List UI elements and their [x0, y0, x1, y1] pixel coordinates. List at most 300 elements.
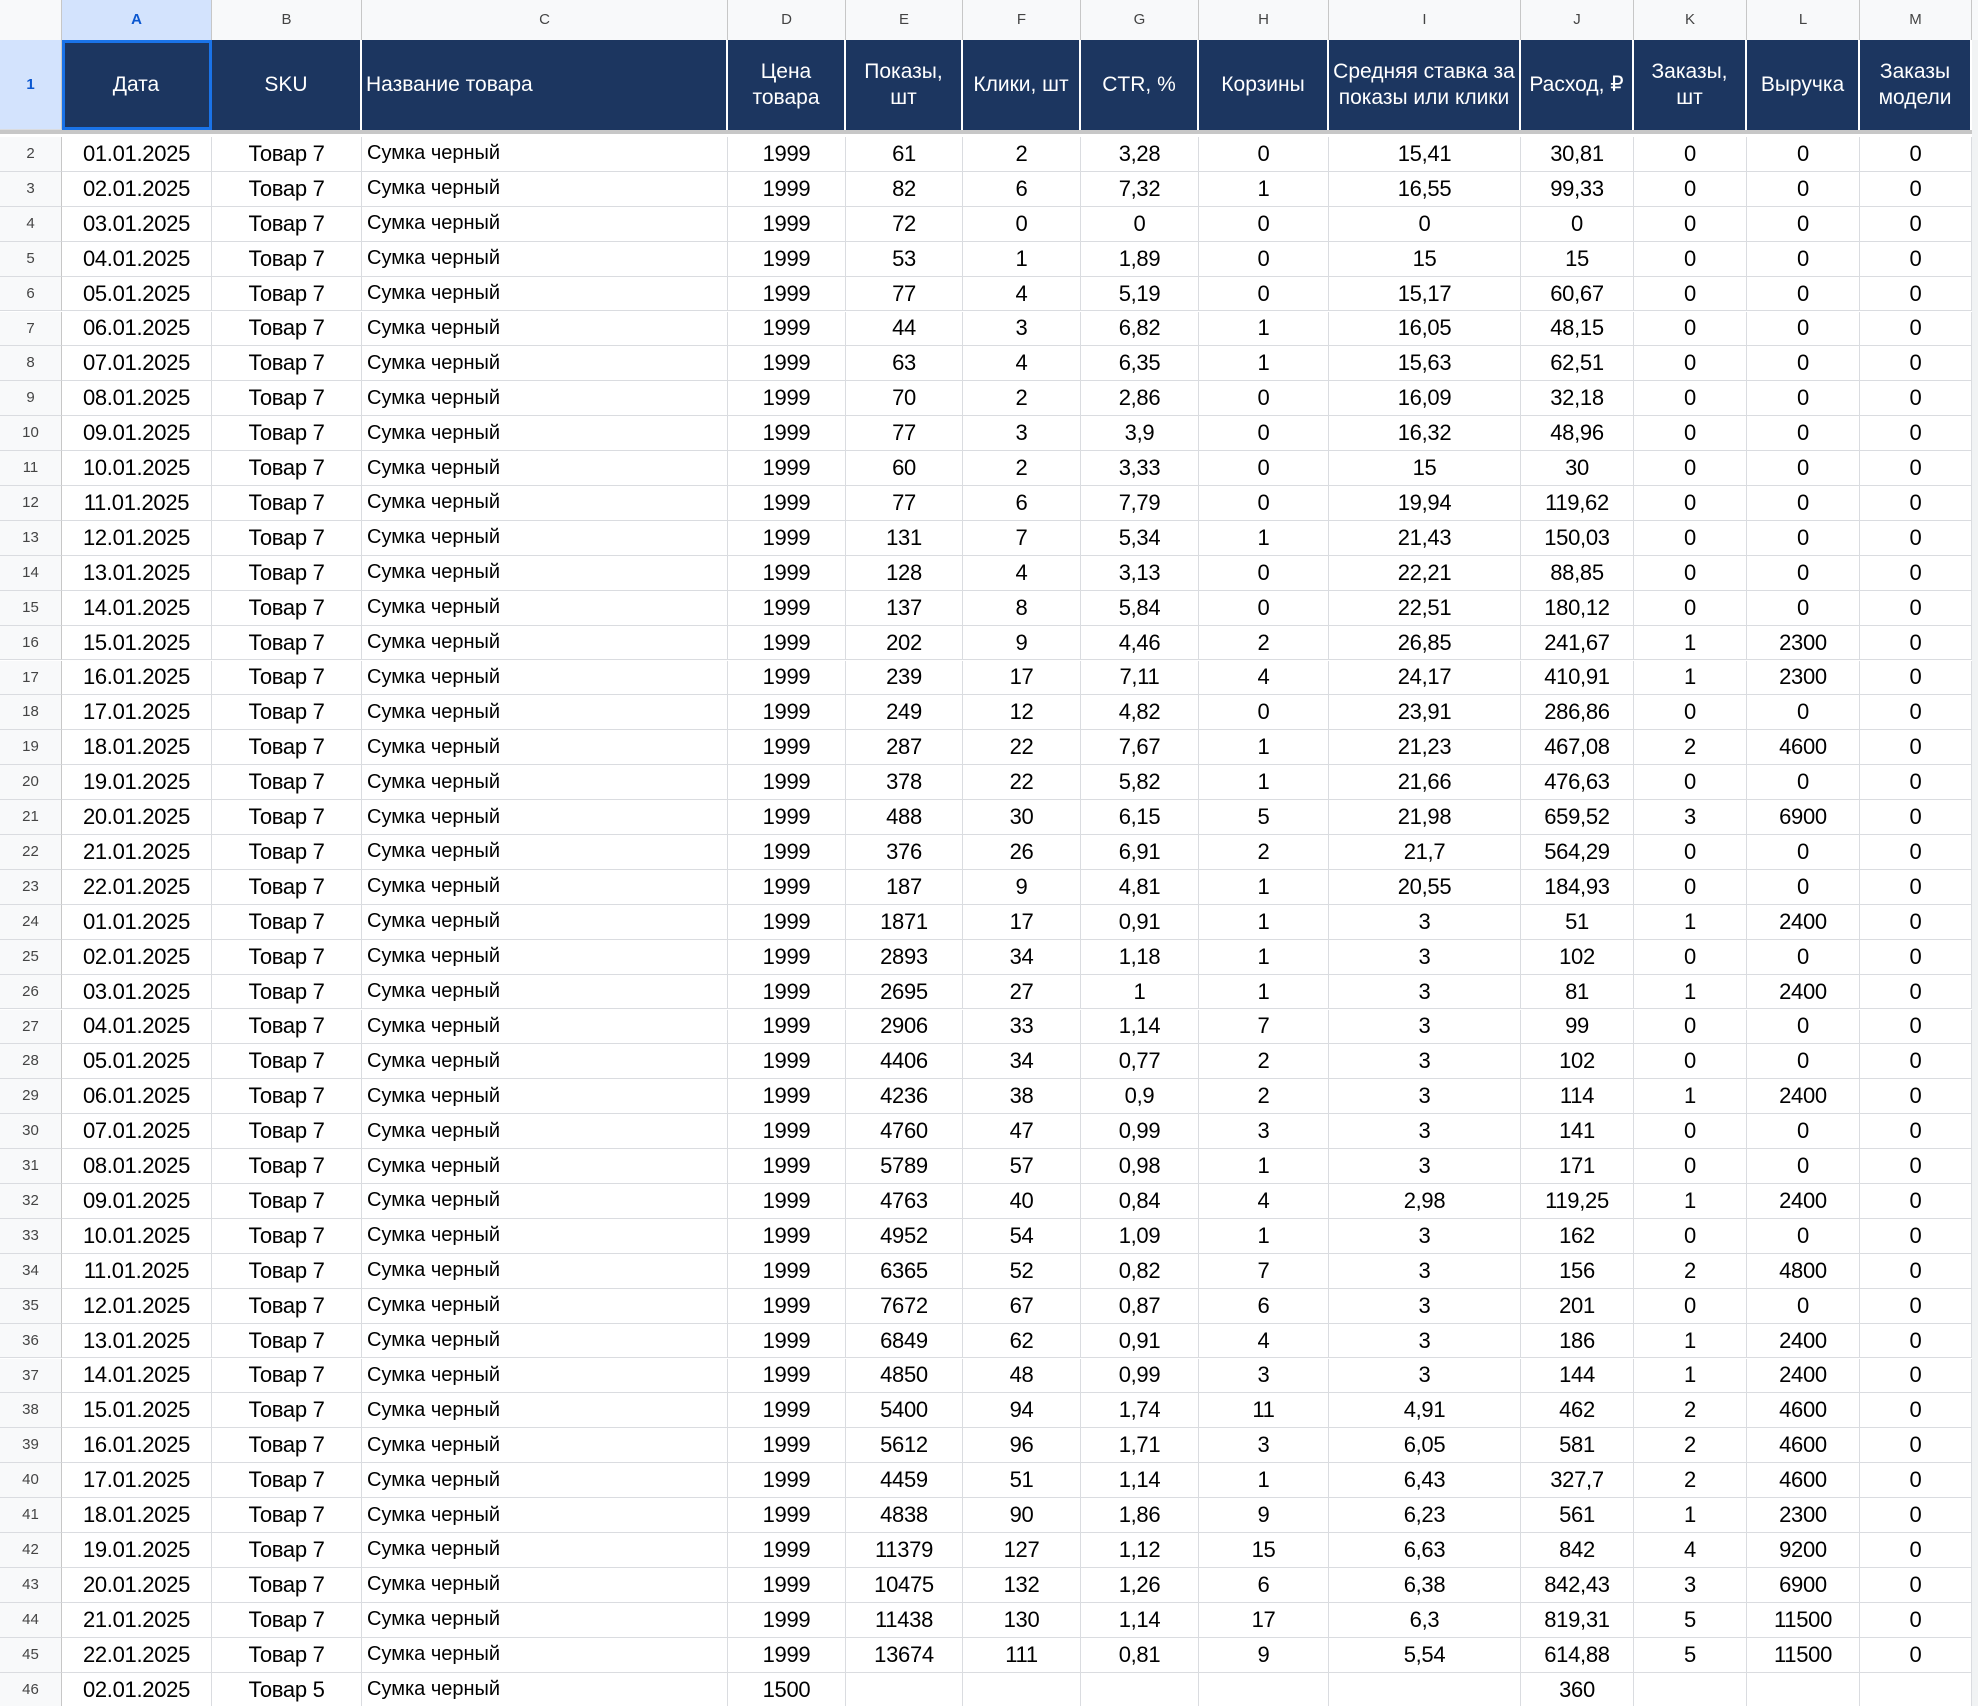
row-header[interactable]: 19 — [0, 730, 62, 765]
table-cell[interactable]: 0 — [1634, 835, 1747, 870]
table-cell[interactable]: 44 — [846, 312, 963, 347]
table-cell[interactable]: 2400 — [1747, 1184, 1860, 1219]
table-cell[interactable]: Сумка черный — [362, 1324, 728, 1359]
table-cell[interactable]: 0 — [1634, 521, 1747, 556]
row-header[interactable]: 7 — [0, 312, 62, 347]
table-cell[interactable]: 48,15 — [1521, 312, 1634, 347]
table-cell[interactable]: Товар 7 — [212, 451, 362, 486]
table-cell[interactable] — [1860, 1673, 1972, 1706]
table-cell[interactable]: 21,7 — [1329, 835, 1521, 870]
table-cell[interactable]: 1,26 — [1081, 1568, 1199, 1603]
table-cell[interactable]: 0 — [1747, 486, 1860, 521]
table-cell[interactable]: 1999 — [728, 730, 846, 765]
table-cell[interactable]: 0 — [1747, 695, 1860, 730]
table-cell[interactable]: 62,51 — [1521, 346, 1634, 381]
row-header[interactable]: 18 — [0, 695, 62, 730]
table-cell[interactable]: Товар 7 — [212, 870, 362, 905]
table-cell[interactable]: 3 — [1329, 1289, 1521, 1324]
table-cell[interactable]: 13.01.2025 — [62, 1324, 212, 1359]
table-cell[interactable]: 180,12 — [1521, 591, 1634, 626]
table-cell[interactable]: 99 — [1521, 1010, 1634, 1045]
table-cell[interactable]: 1999 — [728, 975, 846, 1010]
table-cell[interactable]: Сумка черный — [362, 137, 728, 172]
table-cell[interactable]: 1999 — [728, 521, 846, 556]
table-cell[interactable]: 6,91 — [1081, 835, 1199, 870]
table-cell[interactable]: 2 — [963, 381, 1081, 416]
table-cell[interactable]: 16,05 — [1329, 312, 1521, 347]
table-cell[interactable]: 171 — [1521, 1149, 1634, 1184]
table-cell[interactable]: Сумка черный — [362, 695, 728, 730]
table-cell[interactable]: 1 — [1634, 626, 1747, 661]
table-cell[interactable]: 6,43 — [1329, 1463, 1521, 1498]
table-cell[interactable]: 7672 — [846, 1289, 963, 1324]
table-cell[interactable]: 4600 — [1747, 1428, 1860, 1463]
row-header[interactable]: 33 — [0, 1219, 62, 1254]
table-cell[interactable]: 3 — [1199, 1359, 1329, 1394]
table-cell[interactable]: 7,32 — [1081, 172, 1199, 207]
row-header[interactable]: 25 — [0, 940, 62, 975]
row-header[interactable]: 30 — [0, 1114, 62, 1149]
header-cell-c[interactable]: Название товара — [362, 40, 728, 130]
table-cell[interactable]: 03.01.2025 — [62, 975, 212, 1010]
table-cell[interactable]: 0 — [1634, 242, 1747, 277]
table-cell[interactable]: 3 — [1329, 940, 1521, 975]
table-cell[interactable]: 0 — [1199, 486, 1329, 521]
row-header[interactable]: 17 — [0, 661, 62, 696]
table-cell[interactable]: 1999 — [728, 1359, 846, 1394]
table-cell[interactable]: 1,12 — [1081, 1533, 1199, 1568]
table-cell[interactable]: 1999 — [728, 1289, 846, 1324]
table-cell[interactable]: 5,82 — [1081, 765, 1199, 800]
row-header-1[interactable]: 1 — [0, 40, 62, 130]
table-cell[interactable]: 15 — [1199, 1533, 1329, 1568]
table-cell[interactable]: 0 — [1747, 765, 1860, 800]
table-cell[interactable]: 2400 — [1747, 975, 1860, 1010]
row-header[interactable]: 14 — [0, 556, 62, 591]
row-header[interactable]: 27 — [0, 1010, 62, 1045]
table-cell[interactable]: Товар 7 — [212, 242, 362, 277]
table-cell[interactable]: 1 — [963, 242, 1081, 277]
table-cell[interactable]: 04.01.2025 — [62, 242, 212, 277]
table-cell[interactable]: 6 — [963, 486, 1081, 521]
table-cell[interactable]: 0 — [1860, 940, 1972, 975]
table-cell[interactable]: Товар 7 — [212, 1149, 362, 1184]
table-cell[interactable]: 3 — [1634, 1568, 1747, 1603]
table-cell[interactable]: 1 — [1634, 1498, 1747, 1533]
table-cell[interactable]: Товар 7 — [212, 975, 362, 1010]
table-cell[interactable]: Товар 7 — [212, 486, 362, 521]
table-cell[interactable]: 0 — [1860, 486, 1972, 521]
table-cell[interactable]: 0 — [1634, 870, 1747, 905]
table-cell[interactable]: 144 — [1521, 1359, 1634, 1394]
table-cell[interactable]: 2 — [1634, 1254, 1747, 1289]
table-cell[interactable]: 0 — [1860, 1184, 1972, 1219]
table-cell[interactable]: Товар 7 — [212, 172, 362, 207]
header-cell-k[interactable]: Заказы, шт — [1634, 40, 1747, 130]
table-cell[interactable]: 10475 — [846, 1568, 963, 1603]
table-cell[interactable]: 12.01.2025 — [62, 521, 212, 556]
table-cell[interactable]: 2 — [1199, 626, 1329, 661]
table-cell[interactable]: 5789 — [846, 1149, 963, 1184]
table-cell[interactable]: Товар 7 — [212, 277, 362, 312]
table-cell[interactable]: 0 — [1860, 1044, 1972, 1079]
table-cell[interactable]: 4 — [1199, 1324, 1329, 1359]
table-cell[interactable]: 0 — [1199, 381, 1329, 416]
table-cell[interactable]: 0 — [1747, 172, 1860, 207]
table-cell[interactable]: 286,86 — [1521, 695, 1634, 730]
table-cell[interactable]: 51 — [1521, 905, 1634, 940]
table-cell[interactable]: 60 — [846, 451, 963, 486]
table-cell[interactable]: 2 — [1634, 1463, 1747, 1498]
table-cell[interactable]: 201 — [1521, 1289, 1634, 1324]
table-cell[interactable]: 0 — [1860, 1010, 1972, 1045]
row-header[interactable]: 35 — [0, 1289, 62, 1324]
table-cell[interactable]: 30,81 — [1521, 137, 1634, 172]
table-cell[interactable]: Товар 7 — [212, 1533, 362, 1568]
table-cell[interactable]: 16,32 — [1329, 416, 1521, 451]
table-cell[interactable]: 2906 — [846, 1010, 963, 1045]
table-cell[interactable]: 0 — [1860, 975, 1972, 1010]
table-cell[interactable]: 0 — [1747, 1289, 1860, 1324]
table-cell[interactable]: 4850 — [846, 1359, 963, 1394]
table-cell[interactable]: 0,99 — [1081, 1114, 1199, 1149]
table-cell[interactable]: 01.01.2025 — [62, 137, 212, 172]
table-cell[interactable]: Сумка черный — [362, 556, 728, 591]
table-cell[interactable]: 15,41 — [1329, 137, 1521, 172]
table-cell[interactable]: Товар 7 — [212, 1219, 362, 1254]
table-cell[interactable]: Сумка черный — [362, 1114, 728, 1149]
table-cell[interactable]: 1,14 — [1081, 1463, 1199, 1498]
table-cell[interactable]: Сумка черный — [362, 1219, 728, 1254]
table-cell[interactable]: Сумка черный — [362, 975, 728, 1010]
row-header[interactable]: 28 — [0, 1044, 62, 1079]
table-cell[interactable]: 3,13 — [1081, 556, 1199, 591]
table-cell[interactable]: 0 — [1860, 626, 1972, 661]
table-cell[interactable]: 15.01.2025 — [62, 1393, 212, 1428]
table-cell[interactable]: 1999 — [728, 661, 846, 696]
table-cell[interactable]: 2,86 — [1081, 381, 1199, 416]
table-cell[interactable]: 48,96 — [1521, 416, 1634, 451]
row-header[interactable]: 20 — [0, 765, 62, 800]
table-cell[interactable]: Товар 7 — [212, 416, 362, 451]
table-cell[interactable]: 410,91 — [1521, 661, 1634, 696]
table-cell[interactable]: 5,34 — [1081, 521, 1199, 556]
table-cell[interactable]: 30 — [963, 800, 1081, 835]
table-cell[interactable]: 581 — [1521, 1428, 1634, 1463]
table-cell[interactable]: Товар 7 — [212, 1568, 362, 1603]
table-cell[interactable]: Товар 7 — [212, 591, 362, 626]
table-cell[interactable]: 0 — [1860, 1568, 1972, 1603]
row-header[interactable]: 44 — [0, 1603, 62, 1638]
table-cell[interactable]: 0,91 — [1081, 905, 1199, 940]
table-cell[interactable]: 0 — [1199, 556, 1329, 591]
table-cell[interactable]: 0 — [1634, 312, 1747, 347]
table-cell[interactable]: 77 — [846, 277, 963, 312]
row-header[interactable]: 37 — [0, 1359, 62, 1394]
column-header-i[interactable]: I — [1329, 0, 1521, 40]
table-cell[interactable]: 21,98 — [1329, 800, 1521, 835]
table-cell[interactable]: 0 — [1860, 137, 1972, 172]
row-header[interactable]: 6 — [0, 277, 62, 312]
table-cell[interactable]: 1 — [1199, 765, 1329, 800]
table-cell[interactable]: 1,71 — [1081, 1428, 1199, 1463]
table-cell[interactable]: 1999 — [728, 905, 846, 940]
table-cell[interactable]: 34 — [963, 940, 1081, 975]
table-cell[interactable]: Товар 7 — [212, 661, 362, 696]
table-cell[interactable]: 0 — [1634, 207, 1747, 242]
table-cell[interactable]: 1 — [1199, 312, 1329, 347]
table-cell[interactable]: 4952 — [846, 1219, 963, 1254]
table-cell[interactable]: 0 — [1860, 765, 1972, 800]
table-cell[interactable]: 0 — [1860, 1638, 1972, 1673]
table-cell[interactable]: 0 — [1747, 591, 1860, 626]
table-cell[interactable]: 0 — [1860, 1219, 1972, 1254]
table-cell[interactable]: 1,89 — [1081, 242, 1199, 277]
table-cell[interactable]: 184,93 — [1521, 870, 1634, 905]
table-cell[interactable]: 0 — [1860, 1393, 1972, 1428]
table-cell[interactable]: 82 — [846, 172, 963, 207]
table-cell[interactable]: 18.01.2025 — [62, 1498, 212, 1533]
table-cell[interactable]: Товар 7 — [212, 940, 362, 975]
table-cell[interactable]: 1 — [1081, 975, 1199, 1010]
table-cell[interactable]: 11.01.2025 — [62, 1254, 212, 1289]
table-cell[interactable]: 249 — [846, 695, 963, 730]
table-cell[interactable]: Сумка черный — [362, 1603, 728, 1638]
table-cell[interactable]: 15 — [1329, 451, 1521, 486]
table-cell[interactable]: 2695 — [846, 975, 963, 1010]
table-cell[interactable]: 0,91 — [1081, 1324, 1199, 1359]
table-cell[interactable]: 119,62 — [1521, 486, 1634, 521]
table-cell[interactable]: 47 — [963, 1114, 1081, 1149]
table-cell[interactable]: Товар 7 — [212, 1393, 362, 1428]
table-cell[interactable]: 08.01.2025 — [62, 1149, 212, 1184]
table-cell[interactable]: 3 — [1199, 1114, 1329, 1149]
table-cell[interactable]: 3 — [1329, 905, 1521, 940]
table-cell[interactable]: 13.01.2025 — [62, 556, 212, 591]
table-cell[interactable]: 360 — [1521, 1673, 1634, 1706]
table-cell[interactable]: 1,14 — [1081, 1010, 1199, 1045]
table-cell[interactable]: 4,82 — [1081, 695, 1199, 730]
table-cell[interactable]: 1999 — [728, 137, 846, 172]
table-cell[interactable]: 4763 — [846, 1184, 963, 1219]
table-cell[interactable]: 60,67 — [1521, 277, 1634, 312]
row-header[interactable]: 46 — [0, 1673, 62, 1706]
table-cell[interactable]: 0 — [1860, 730, 1972, 765]
table-cell[interactable]: 11.01.2025 — [62, 486, 212, 521]
table-cell[interactable]: 0 — [1634, 381, 1747, 416]
table-cell[interactable]: 21,66 — [1329, 765, 1521, 800]
table-cell[interactable]: 659,52 — [1521, 800, 1634, 835]
table-cell[interactable]: 1 — [1199, 940, 1329, 975]
row-header[interactable]: 24 — [0, 905, 62, 940]
table-cell[interactable]: 0 — [1747, 242, 1860, 277]
table-cell[interactable]: Сумка черный — [362, 451, 728, 486]
table-cell[interactable]: 6 — [1199, 1289, 1329, 1324]
table-cell[interactable]: Сумка черный — [362, 172, 728, 207]
table-cell[interactable]: 0 — [1634, 1289, 1747, 1324]
table-cell[interactable]: 1 — [1634, 1079, 1747, 1114]
table-cell[interactable]: 15 — [1329, 242, 1521, 277]
column-header-g[interactable]: G — [1081, 0, 1199, 40]
table-cell[interactable]: 23,91 — [1329, 695, 1521, 730]
table-cell[interactable]: Товар 7 — [212, 312, 362, 347]
table-cell[interactable]: 7 — [1199, 1010, 1329, 1045]
table-cell[interactable]: Сумка черный — [362, 1498, 728, 1533]
row-header[interactable]: 39 — [0, 1428, 62, 1463]
table-cell[interactable]: 1,14 — [1081, 1603, 1199, 1638]
table-cell[interactable]: Товар 7 — [212, 521, 362, 556]
table-cell[interactable]: 1999 — [728, 1219, 846, 1254]
column-header-d[interactable]: D — [728, 0, 846, 40]
row-header[interactable]: 16 — [0, 626, 62, 661]
table-cell[interactable]: 67 — [963, 1289, 1081, 1324]
table-cell[interactable]: 3,9 — [1081, 416, 1199, 451]
table-cell[interactable]: 15,63 — [1329, 346, 1521, 381]
table-cell[interactable]: 0 — [1634, 1114, 1747, 1149]
table-cell[interactable]: 08.01.2025 — [62, 381, 212, 416]
table-cell[interactable]: 0 — [1860, 1289, 1972, 1324]
table-cell[interactable]: 1999 — [728, 172, 846, 207]
row-header[interactable]: 31 — [0, 1149, 62, 1184]
table-cell[interactable]: 0 — [1860, 870, 1972, 905]
table-cell[interactable]: Сумка черный — [362, 800, 728, 835]
table-cell[interactable]: 2300 — [1747, 661, 1860, 696]
table-cell[interactable]: 12 — [963, 695, 1081, 730]
table-cell[interactable]: 5 — [1634, 1603, 1747, 1638]
table-cell[interactable]: 842 — [1521, 1533, 1634, 1568]
row-header[interactable]: 23 — [0, 870, 62, 905]
table-cell[interactable]: 3 — [1329, 1359, 1521, 1394]
table-cell[interactable]: 13674 — [846, 1638, 963, 1673]
table-cell[interactable]: 0 — [1860, 1533, 1972, 1568]
table-cell[interactable]: Товар 7 — [212, 730, 362, 765]
table-cell[interactable]: 62 — [963, 1324, 1081, 1359]
row-header[interactable]: 4 — [0, 207, 62, 242]
table-cell[interactable]: 0,82 — [1081, 1254, 1199, 1289]
table-cell[interactable]: 22,21 — [1329, 556, 1521, 591]
table-cell[interactable]: Сумка черный — [362, 1149, 728, 1184]
table-cell[interactable]: 1999 — [728, 1638, 846, 1673]
table-cell[interactable]: 162 — [1521, 1219, 1634, 1254]
table-cell[interactable]: 1 — [1199, 1463, 1329, 1498]
table-cell[interactable]: 99,33 — [1521, 172, 1634, 207]
table-cell[interactable]: 1999 — [728, 1254, 846, 1289]
table-cell[interactable]: 187 — [846, 870, 963, 905]
table-cell[interactable]: 1,74 — [1081, 1393, 1199, 1428]
row-header[interactable]: 10 — [0, 416, 62, 451]
table-cell[interactable]: Товар 7 — [212, 800, 362, 835]
row-header[interactable]: 34 — [0, 1254, 62, 1289]
table-cell[interactable] — [846, 1673, 963, 1706]
table-cell[interactable]: 51 — [963, 1463, 1081, 1498]
table-cell[interactable]: 3 — [1329, 1044, 1521, 1079]
table-cell[interactable]: 6365 — [846, 1254, 963, 1289]
table-cell[interactable]: 70 — [846, 381, 963, 416]
table-cell[interactable]: Товар 7 — [212, 207, 362, 242]
header-cell-g[interactable]: CTR, % — [1081, 40, 1199, 130]
table-cell[interactable]: 1 — [1199, 975, 1329, 1010]
table-cell[interactable]: 0 — [1860, 1463, 1972, 1498]
table-cell[interactable]: 0 — [1860, 556, 1972, 591]
table-cell[interactable]: Товар 7 — [212, 137, 362, 172]
table-cell[interactable]: 1999 — [728, 1324, 846, 1359]
row-header[interactable]: 32 — [0, 1184, 62, 1219]
table-cell[interactable]: 156 — [1521, 1254, 1634, 1289]
table-cell[interactable]: 15,17 — [1329, 277, 1521, 312]
table-cell[interactable]: 0 — [1747, 1010, 1860, 1045]
table-cell[interactable]: 1 — [1634, 1184, 1747, 1219]
table-cell[interactable]: 0 — [1860, 346, 1972, 381]
table-cell[interactable]: 26,85 — [1329, 626, 1521, 661]
table-cell[interactable]: 1999 — [728, 1114, 846, 1149]
table-cell[interactable]: 127 — [963, 1533, 1081, 1568]
table-cell[interactable]: 3 — [1329, 1010, 1521, 1045]
table-cell[interactable]: Сумка черный — [362, 940, 728, 975]
table-cell[interactable]: 0 — [1634, 695, 1747, 730]
table-cell[interactable]: 1999 — [728, 1149, 846, 1184]
table-cell[interactable]: 6900 — [1747, 1568, 1860, 1603]
table-cell[interactable]: 9200 — [1747, 1533, 1860, 1568]
table-cell[interactable]: Сумка черный — [362, 242, 728, 277]
table-cell[interactable]: Сумка черный — [362, 1533, 728, 1568]
table-cell[interactable]: 141 — [1521, 1114, 1634, 1149]
table-cell[interactable]: 6 — [963, 172, 1081, 207]
table-cell[interactable]: 6,35 — [1081, 346, 1199, 381]
table-cell[interactable]: Товар 7 — [212, 1603, 362, 1638]
table-cell[interactable]: 3 — [1199, 1428, 1329, 1463]
table-cell[interactable]: 19.01.2025 — [62, 765, 212, 800]
column-header-h[interactable]: H — [1199, 0, 1329, 40]
table-cell[interactable]: 04.01.2025 — [62, 1010, 212, 1045]
table-cell[interactable]: 0 — [1860, 242, 1972, 277]
table-cell[interactable]: Товар 7 — [212, 556, 362, 591]
table-cell[interactable]: 21,43 — [1329, 521, 1521, 556]
table-cell[interactable]: 0 — [1860, 591, 1972, 626]
table-cell[interactable]: 0 — [1747, 870, 1860, 905]
table-cell[interactable]: 2300 — [1747, 626, 1860, 661]
table-cell[interactable]: Товар 7 — [212, 1638, 362, 1673]
table-cell[interactable]: 1999 — [728, 1533, 846, 1568]
table-cell[interactable]: Сумка черный — [362, 1393, 728, 1428]
table-cell[interactable]: 1999 — [728, 765, 846, 800]
table-cell[interactable]: 53 — [846, 242, 963, 277]
table-cell[interactable]: 0 — [1747, 556, 1860, 591]
table-cell[interactable]: 6900 — [1747, 800, 1860, 835]
table-cell[interactable]: 21.01.2025 — [62, 835, 212, 870]
table-cell[interactable]: Сумка черный — [362, 312, 728, 347]
table-cell[interactable]: 54 — [963, 1219, 1081, 1254]
table-cell[interactable]: 72 — [846, 207, 963, 242]
table-cell[interactable]: 9 — [963, 626, 1081, 661]
table-cell[interactable]: Сумка черный — [362, 416, 728, 451]
table-cell[interactable]: 0 — [1747, 1219, 1860, 1254]
row-header[interactable]: 45 — [0, 1638, 62, 1673]
table-cell[interactable]: 0 — [1199, 416, 1329, 451]
table-cell[interactable]: 0 — [1860, 1428, 1972, 1463]
table-cell[interactable]: 05.01.2025 — [62, 1044, 212, 1079]
table-cell[interactable]: 1 — [1634, 975, 1747, 1010]
row-header[interactable]: 22 — [0, 835, 62, 870]
table-cell[interactable]: 0 — [1860, 381, 1972, 416]
table-cell[interactable]: 3 — [1329, 1114, 1521, 1149]
table-cell[interactable]: 11 — [1199, 1393, 1329, 1428]
table-cell[interactable]: 132 — [963, 1568, 1081, 1603]
table-cell[interactable]: 09.01.2025 — [62, 416, 212, 451]
table-cell[interactable]: Товар 7 — [212, 626, 362, 661]
table-cell[interactable]: 16,09 — [1329, 381, 1521, 416]
table-cell[interactable]: 57 — [963, 1149, 1081, 1184]
table-cell[interactable] — [963, 1673, 1081, 1706]
